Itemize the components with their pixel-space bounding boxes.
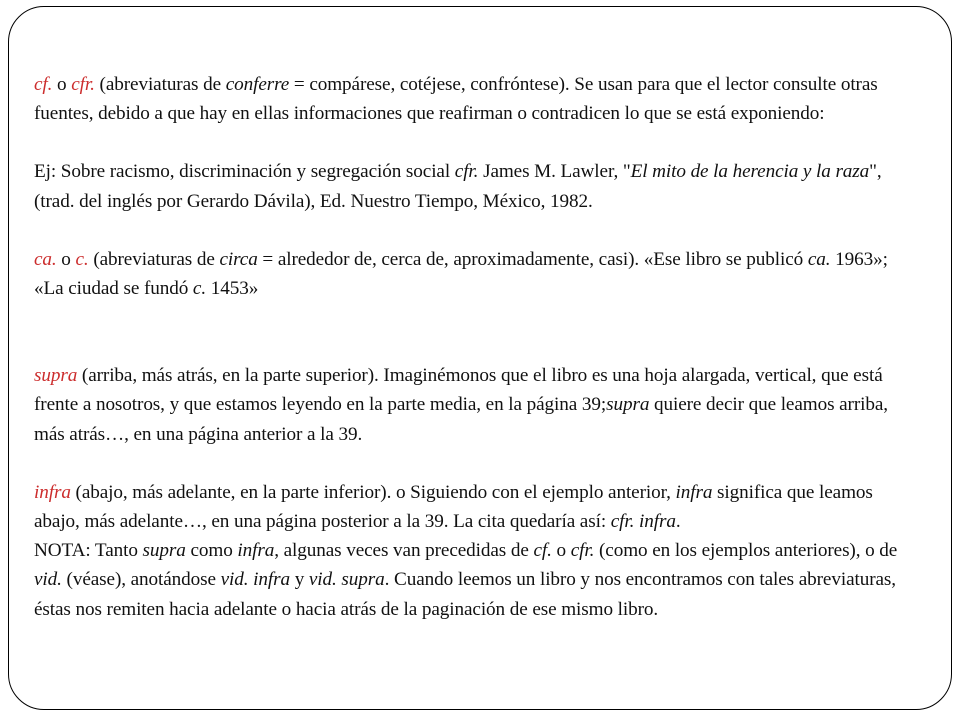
- example-author: James M. Lawler, ": [478, 161, 631, 183]
- nota-text: como: [185, 540, 238, 562]
- supra-inline: supra: [606, 394, 650, 416]
- nota-label: NOTA: Tanto: [34, 540, 143, 562]
- nota-vid: vid.: [34, 569, 62, 591]
- nota-cf: cf.: [533, 540, 552, 562]
- nota-infra: infra: [237, 540, 275, 562]
- nota-text: (véase), anotándose: [61, 569, 221, 591]
- paragraph-ca: [34, 245, 914, 303]
- infra-end: .: [675, 511, 681, 533]
- term-ca: ca.: [34, 248, 57, 270]
- paragraph-supra: [34, 361, 914, 449]
- slide-content: [34, 70, 914, 624]
- paragraph-example: [34, 157, 914, 215]
- nota-cfr: cfr.: [570, 540, 595, 562]
- infra-text: (abajo, más adelante, en la parte inferior). o Siguiendo con el ejemplo anterior,: [70, 481, 676, 503]
- term-cfr: cfr.: [71, 74, 95, 95]
- ca-text: (abreviaturas de: [88, 248, 220, 270]
- latin-conferre: conferre: [225, 74, 290, 95]
- paragraph-cf: [34, 70, 914, 128]
- cf-definition: = compárese, cotéjese, confróntese). Se usan para que el lector consulte otras fuentes, debido a que hay en ellas informaciones que reafirman o contradicen lo que se está exponiendo:: [34, 74, 878, 125]
- nota-vid-supra: vid. supra: [308, 569, 385, 591]
- ca-inline: ca.: [807, 248, 831, 270]
- nota-vid-infra: vid. infra: [220, 569, 290, 591]
- example-text: Ej: Sobre racismo, discriminación y segregación social: [34, 161, 455, 183]
- term-infra: infra: [34, 481, 71, 503]
- cfr-infra: cfr. infra: [610, 511, 676, 533]
- term-supra: supra: [34, 365, 78, 387]
- cf-text: (abreviaturas de: [94, 74, 226, 95]
- nota-text: , algunas veces van precedidas de: [274, 540, 534, 562]
- ca-year: 1453»: [206, 278, 259, 300]
- c-inline: c.: [192, 278, 207, 300]
- connector-text: o: [52, 74, 72, 95]
- nota-text: y: [290, 569, 309, 591]
- nota-supra: supra: [142, 540, 186, 562]
- connector-text: o: [56, 248, 76, 270]
- infra-meaning: significa que leamos abajo, más adelante…, en una página posterior a la 39. La cita quedaría así:: [34, 481, 873, 533]
- ca-definition: = alrededor de, cerca de, aproximadamente, casi). «Ese libro se publicó: [257, 248, 808, 270]
- paragraph-infra: [34, 478, 914, 536]
- supra-text: (arriba, más atrás, en la parte superior). Imaginémonos que el libro es una hoja alargada, vertical, que está frente a nosotros, y que estamos leyendo en la parte media, en la página 39;: [34, 365, 883, 416]
- example-cfr: cfr.: [454, 161, 479, 183]
- infra-inline: infra: [675, 481, 713, 503]
- term-cf: cf.: [34, 74, 53, 95]
- example-book-title: El mito de la herencia y la raza: [630, 161, 870, 183]
- ca-example: 1963»; «La ciudad se fundó: [34, 248, 888, 300]
- example-publication: ", (trad. del inglés por Gerardo Dávila), Ed. Nuestro Tiempo, México, 1982.: [34, 161, 882, 212]
- supra-meaning: quiere decir que leamos arriba, más atrás…, en una página anterior a la 39.: [34, 394, 888, 445]
- nota-text: o: [551, 540, 571, 562]
- paragraph-nota: [34, 536, 914, 624]
- latin-circa: circa: [219, 248, 258, 270]
- nota-text: . Cuando leemos un libro y nos encontramos con tales abreviaturas, éstas nos remiten hacia adelante o hacia atrás de la paginación de ese mismo libro.: [34, 569, 896, 620]
- nota-text: (como en los ejemplos anteriores), o de: [594, 540, 898, 562]
- term-c: c.: [75, 248, 89, 270]
